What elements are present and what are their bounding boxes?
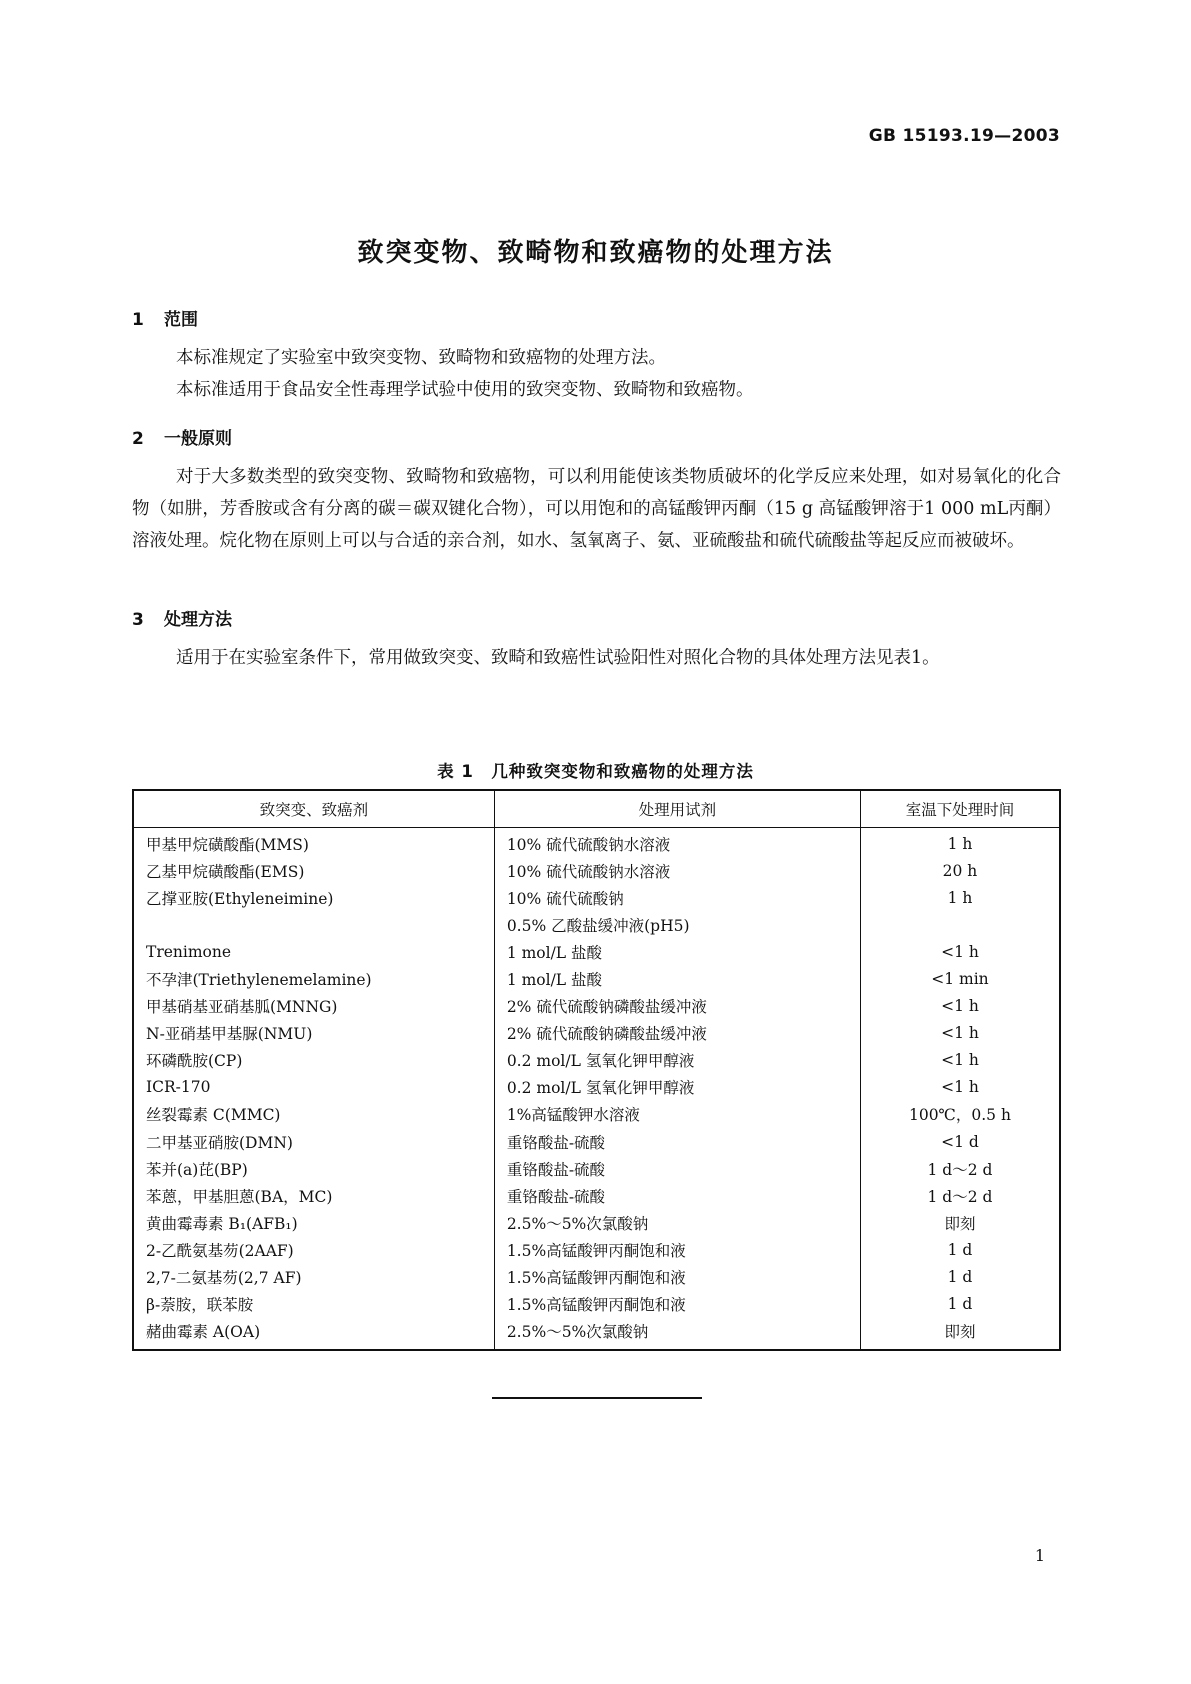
- reagent-cell: 2.5%～5%次氯酸钠: [494, 1318, 860, 1350]
- end-rule: [492, 1397, 702, 1399]
- reagent-cell: 重铬酸盐-硫酸: [494, 1155, 860, 1182]
- agent-cell: 苯蒽，甲基胆蒽(BA，MC): [133, 1182, 494, 1209]
- agent-cell: Trenimone: [133, 938, 494, 965]
- agent-cell: [133, 911, 494, 938]
- section-number: 1: [132, 310, 144, 330]
- reagent-cell: 2.5%～5%次氯酸钠: [494, 1209, 860, 1236]
- section-3-paragraph: 适用于在实验室条件下，常用做致突变、致畸和致癌性试验阳性对照化合物的具体处理方法见表1。: [176, 648, 940, 668]
- time-cell: 即刻: [944, 1323, 976, 1342]
- reagent-cell: 1.5%高锰酸钾丙酮饱和液: [494, 1291, 860, 1318]
- reagent-cell: 重铬酸盐-硫酸: [494, 1128, 860, 1155]
- time-cell: 1 d～2 d: [927, 1187, 993, 1206]
- section-1-paragraph-1: 本标准规定了实验室中致突变物、致畸物和致癌物的处理方法。: [176, 348, 666, 368]
- table-row: [133, 993, 1060, 1020]
- table-row: [133, 1209, 1060, 1236]
- section-1-heading: [132, 305, 198, 330]
- reagent-cell: 1 mol/L 盐酸: [494, 938, 860, 965]
- time-cell: 1 h: [947, 834, 973, 853]
- agent-cell: 丝裂霉素 C(MMC): [133, 1101, 494, 1128]
- table-row: [133, 857, 1060, 884]
- agent-cell: 赭曲霉素 A(OA): [133, 1318, 494, 1350]
- table-row: [133, 1047, 1060, 1074]
- time-cell: <1 h: [941, 1078, 979, 1097]
- time-cell: 1 d: [947, 1295, 973, 1314]
- time-cell: <1 d: [941, 1132, 979, 1151]
- reagent-cell: 1 mol/L 盐酸: [494, 965, 860, 992]
- table-row: [133, 1264, 1060, 1291]
- section-title: 处理方法: [164, 610, 232, 630]
- table-row: [133, 1101, 1060, 1128]
- agent-cell: 2,7-二氨基芴(2,7 AF): [133, 1264, 494, 1291]
- agent-cell: N-亚硝基甲基脲(NMU): [133, 1020, 494, 1047]
- table-row: [133, 965, 1060, 992]
- table-row: [133, 828, 1060, 858]
- time-cell: 1 h: [947, 888, 973, 907]
- reagent-cell: 10% 硫代硫酸钠: [494, 884, 860, 911]
- table-header-row: [133, 790, 1060, 828]
- reagent-cell: 1.5%高锰酸钾丙酮饱和液: [494, 1236, 860, 1263]
- section-number: 2: [132, 429, 144, 449]
- table-row: [133, 1128, 1060, 1155]
- reagent-cell: 10% 硫代硫酸钠水溶液: [494, 828, 860, 858]
- reagent-cell: 0.2 mol/L 氢氧化钾甲醇液: [494, 1047, 860, 1074]
- table-row: [133, 1182, 1060, 1209]
- time-cell: 1 d: [947, 1240, 973, 1259]
- section-1-paragraph-2: 本标准适用于食品安全性毒理学试验中使用的致突变物、致畸物和致癌物。: [176, 380, 754, 400]
- header-agent: 致突变、致癌剂: [133, 790, 494, 828]
- table-row: [133, 1074, 1060, 1101]
- table-row: [133, 1236, 1060, 1263]
- time-cell: [860, 911, 1060, 938]
- reagent-cell: 2% 硫代硫酸钠磷酸盐缓冲液: [494, 993, 860, 1020]
- time-cell: 即刻: [944, 1214, 976, 1233]
- time-cell: <1 min: [931, 970, 989, 989]
- table-row: [133, 1318, 1060, 1350]
- agent-cell: 黄曲霉毒素 B₁(AFB₁): [133, 1209, 494, 1236]
- standard-number: GB 15193.19—2003: [868, 126, 1060, 146]
- reagent-cell: 1%高锰酸钾水溶液: [494, 1101, 860, 1128]
- agent-cell: 不孕津(Triethylenemelamine): [133, 965, 494, 992]
- page-number: 1: [1034, 1546, 1045, 1565]
- section-number: 3: [132, 610, 144, 630]
- agent-cell: 2-乙酰氨基芴(2AAF): [133, 1236, 494, 1263]
- section-title: 一般原则: [164, 429, 232, 449]
- header-reagent: 处理用试剂: [494, 790, 860, 828]
- header-time: 室温下处理时间: [860, 790, 1060, 828]
- agent-cell: 甲基甲烷磺酸酯(MMS): [133, 828, 494, 858]
- document-title: 致突变物、致畸物和致癌物的处理方法: [357, 238, 834, 268]
- agent-cell: 乙基甲烷磺酸酯(EMS): [133, 857, 494, 884]
- time-cell: <1 h: [941, 997, 979, 1016]
- reagent-cell: 10% 硫代硫酸钠水溶液: [494, 857, 860, 884]
- agent-cell: β-萘胺，联苯胺: [133, 1291, 494, 1318]
- time-cell: 100℃，0.5 h: [908, 1106, 1011, 1125]
- table-caption: 表 1 几种致突变物和致癌物的处理方法: [437, 762, 754, 781]
- agent-cell: 环磷酰胺(CP): [133, 1047, 494, 1074]
- agent-cell: 甲基硝基亚硝基胍(MNNG): [133, 993, 494, 1020]
- reagent-cell: 0.2 mol/L 氢氧化钾甲醇液: [494, 1074, 860, 1101]
- table-row: [133, 1155, 1060, 1182]
- table-row: [133, 938, 1060, 965]
- time-cell: <1 h: [941, 942, 979, 961]
- time-cell: <1 h: [941, 1024, 979, 1043]
- time-cell: 1 d: [947, 1268, 973, 1287]
- section-2-heading: [132, 424, 232, 449]
- agent-cell: 乙撑亚胺(Ethyleneimine): [133, 884, 494, 911]
- time-cell: 20 h: [942, 861, 978, 880]
- table-row: [133, 1291, 1060, 1318]
- reagent-cell: 2% 硫代硫酸钠磷酸盐缓冲液: [494, 1020, 860, 1047]
- time-cell: 1 d～2 d: [927, 1160, 993, 1179]
- time-cell: <1 h: [941, 1051, 979, 1070]
- reagent-cell: 1.5%高锰酸钾丙酮饱和液: [494, 1264, 860, 1291]
- table-row: [133, 884, 1060, 911]
- reagent-cell: 0.5% 乙酸盐缓冲液(pH5): [494, 911, 860, 938]
- treatment-methods-table: [132, 789, 1061, 1351]
- table-row: [133, 1020, 1060, 1047]
- agent-cell: 苯并(a)芘(BP): [133, 1155, 494, 1182]
- agent-cell: ICR-170: [133, 1074, 494, 1101]
- table-row: [133, 911, 1060, 938]
- reagent-cell: 重铬酸盐-硫酸: [494, 1182, 860, 1209]
- section-3-heading: [132, 605, 232, 630]
- section-2-paragraph: 对于大多数类型的致突变物、致畸物和致癌物，可以利用能使该类物质破坏的化学反应来处理，如对易氧化的化合物（如肼，芳香胺或含有分离的碳＝碳双键化合物），可以用饱和的高锰酸钾丙酮（15 g 高锰酸钾溶于1 000 mL丙酮）溶液处理。烷化物在原则上可以与合适的亲合剂，如水、氢氧离子、氨、亚硫酸盐和硫代硫酸盐等起反应而被破坏。: [132, 467, 1061, 551]
- agent-cell: 二甲基亚硝胺(DMN): [133, 1128, 494, 1155]
- section-title: 范围: [164, 310, 198, 330]
